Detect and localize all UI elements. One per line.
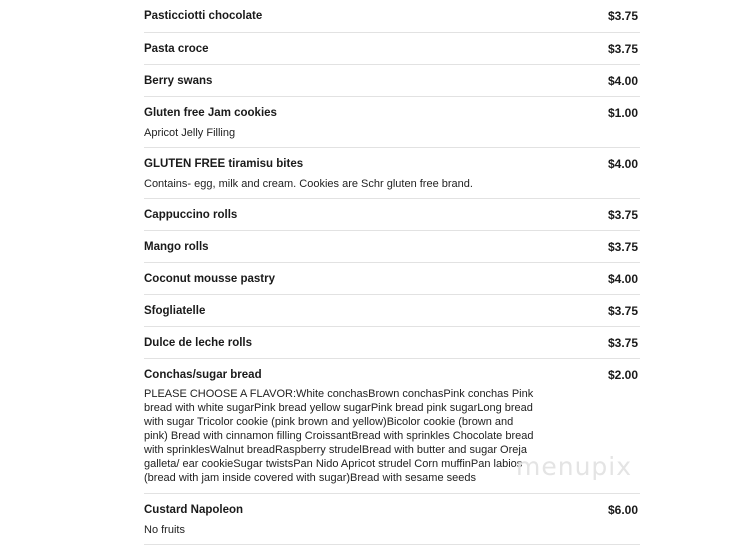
list-item[interactable] — [144, 97, 640, 148]
item-price: $4.00 — [607, 157, 638, 171]
item-price: $3.75 — [607, 9, 638, 23]
list-item[interactable] — [144, 295, 640, 327]
list-item[interactable] — [144, 263, 640, 295]
list-item[interactable] — [144, 0, 640, 33]
item-name: Berry swans — [144, 75, 213, 87]
list-item[interactable] — [144, 231, 640, 263]
item-price: $3.75 — [607, 240, 638, 254]
item-price: $3.75 — [607, 208, 638, 222]
item-description: Apricot Jelly Filling — [144, 127, 236, 139]
item-price: $2.00 — [607, 368, 638, 382]
item-name: Conchas/sugar bread — [144, 369, 262, 381]
list-item[interactable] — [144, 65, 640, 97]
item-name: Cappuccino rolls — [144, 209, 238, 221]
menupix-watermark: menupix — [516, 452, 633, 481]
item-price: $4.00 — [607, 74, 638, 88]
list-item[interactable] — [144, 33, 640, 65]
item-name: Coconut mousse pastry — [144, 273, 275, 285]
list-item[interactable] — [144, 327, 640, 359]
item-description: No fruits — [144, 524, 185, 536]
item-name: Custard Napoleon — [144, 504, 244, 516]
list-item[interactable] — [144, 199, 640, 231]
item-description: PLEASE CHOOSE A FLAVOR:White conchasBrown conchasPink conchas Pink bread with white sugarPink bread yellow sugarPink bread pink sugarLong bread with sugar Tricolor cookie (pink brown and yellow)Bicolor cookie (brown and pink) Bread with cinnamon filling CroissantBread with sprinkles Chocolate bread with sprinklesWalnut breadRaspberry strudelBread with butter and sugar Oreja galleta/ ear cookieSugar twistsPan Nido Apricot strudel Corn muffinPan labios (bread with jam inside covered with sugar)Bread with sesame seeds — [144, 388, 534, 484]
list-item[interactable] — [144, 494, 640, 545]
item-price: $6.00 — [607, 503, 638, 517]
item-name: Pasticciotti chocolate — [144, 10, 263, 22]
item-price: $3.75 — [607, 304, 638, 318]
item-name: Sfogliatelle — [144, 305, 206, 317]
list-item[interactable] — [144, 148, 640, 199]
item-price: $4.00 — [607, 272, 638, 286]
item-name: Gluten free Jam cookies — [144, 107, 277, 119]
item-name: Dulce de leche rolls — [144, 337, 253, 349]
item-description: Contains- egg, milk and cream. Cookies are Schr gluten free brand. — [144, 178, 473, 190]
item-name: Pasta croce — [144, 43, 209, 55]
item-name: Mango rolls — [144, 241, 209, 253]
item-name: GLUTEN FREE tiramisu bites — [144, 158, 304, 170]
item-price: $3.75 — [607, 336, 638, 350]
item-price: $3.75 — [607, 42, 638, 56]
item-price: $1.00 — [607, 106, 638, 120]
